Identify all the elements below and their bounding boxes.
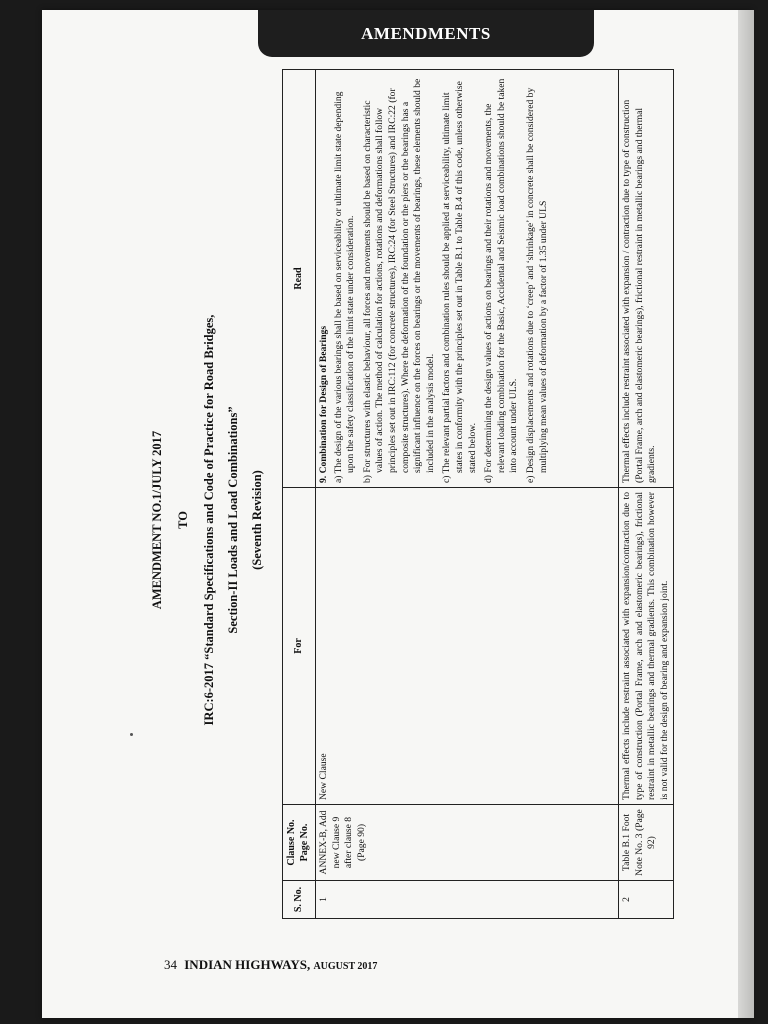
cell-read xyxy=(316,70,619,488)
cell-sno: 2 xyxy=(619,881,674,919)
section-tab: AMENDMENTS xyxy=(258,10,594,57)
table-row xyxy=(619,70,674,919)
table-row xyxy=(316,70,619,919)
read-item-a: a) The design of the various bearings shall be based on serviceability or ultimate limit state depending upon the safety classification of the limit state under consideration. xyxy=(332,91,357,483)
col-header-for: For xyxy=(283,488,316,805)
read-item-c: c) The relevant partial factors and combination rules should be applied at serviceability, ultimate limit states in conformity with the principles set out in Table B.1 to Table B.4 of this code, unless otherwise stated below. xyxy=(441,81,478,483)
section-title: Section-II Loads and Load Combinations” xyxy=(226,406,240,634)
page-number: 34 xyxy=(164,957,177,972)
standard-title: IRC:6-2017 “Standard Specifications and Code of Practice for Road Bridges, xyxy=(202,314,216,726)
read-item-e: e) Design displacements and rotations due to ‘creep’ and ‘shrinkage’ in concrete shall be considered by multiplying mean values of deformation by a factor of 1.35 under ULS xyxy=(524,87,549,483)
amendment-table xyxy=(282,69,674,919)
col-header-read: Read xyxy=(283,70,316,488)
cell-sno: 1 xyxy=(316,881,619,919)
cell-read: Thermal effects include restraint associated with expansion / contraction due to type of construction (Portal Frame, arch and elastomeric bearings), frictional restraint in metallic bearings and thermal gradients. xyxy=(619,70,674,488)
col-header-clause: Clause No. Page No. xyxy=(283,805,316,881)
read-item-b: b) For structures with elastic behaviour, all forces and movements should be based on characteristic values of action. The method of calculation for actions, rotations and deformations shall follow principles set out in IRC:112 (for concrete structures), IRC:24 (for Steel Structures) and IRC:22 (for composite structures). Where the deformation of the foundation or the piers or the bearings has a significant influence on the forces on bearings or the movements of bearings, these elements should be included in the analysis model. xyxy=(361,78,436,483)
cell-for: Thermal effects include restraint associated with expansion/contraction due to type of construction (Portal Frame, arch and elastomeric bearings), frictional restraint in metallic bearings and thermal gradients. This combination however is not valid for the design of bearing and expansion joint. xyxy=(619,488,674,805)
issue-date: AUGUST 2017 xyxy=(313,961,378,972)
cell-clause: ANNEX-B, Add new Clause 9 after clause 8 (Page 90) xyxy=(316,805,619,881)
amendment-title: AMENDMENT NO.1/JULY 2017 xyxy=(150,430,164,610)
cell-clause: Table B.1 Foot Note No. 3 (Page 92) xyxy=(619,805,674,881)
publication-name: INDIAN HIGHWAYS, xyxy=(184,957,311,972)
title-to: TO xyxy=(176,511,190,529)
revision-note: (Seventh Revision) xyxy=(250,470,264,570)
read-item-d: d) For determining the design values of actions on bearings and their rotations and movements, the relevant loading combination for the Basic, Accidental and Seismic load combinations should be taken into account under ULS. xyxy=(483,78,520,483)
rotated-content xyxy=(145,70,745,930)
read-heading: 9. Combination for Design of Bearings xyxy=(318,325,329,483)
cell-for: New Clause xyxy=(316,488,619,805)
scan-speck xyxy=(130,733,133,736)
table-header-row xyxy=(283,70,316,919)
col-header-sno: S. No. xyxy=(283,881,316,919)
page-footer xyxy=(164,957,377,973)
